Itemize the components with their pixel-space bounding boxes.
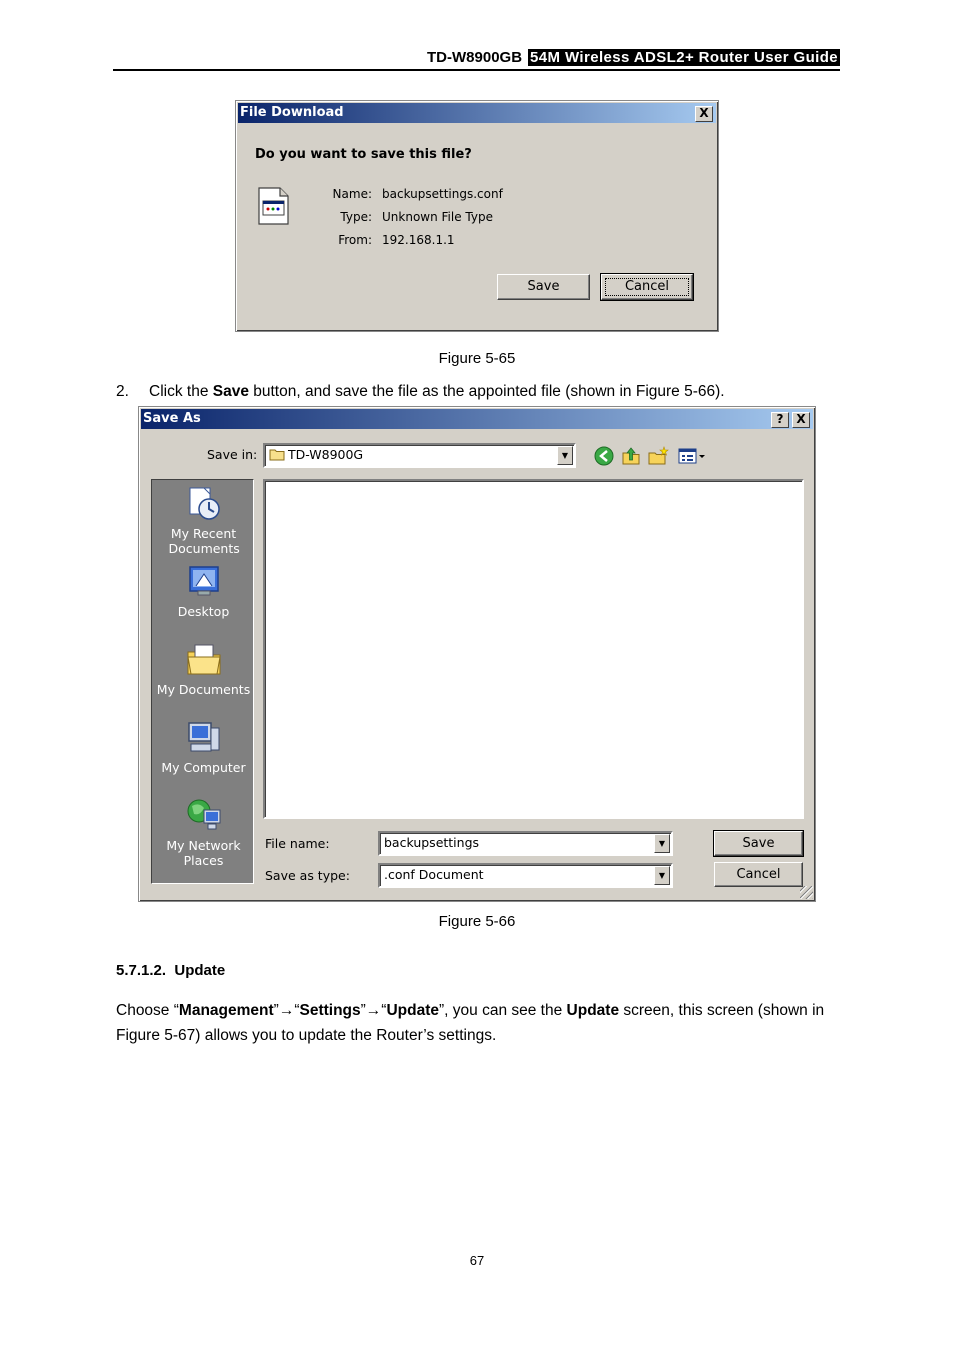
place-my-computer-label: My Computer [161,760,246,775]
chevron-down-icon[interactable]: ▼ [557,446,573,465]
file-name-input[interactable] [378,831,673,856]
my-computer-icon [184,718,224,758]
name-value: backupsettings.conf [382,187,503,201]
save-button[interactable] [714,831,803,856]
up-folder-icon[interactable] [620,445,642,467]
save-button-label: Save [742,836,775,851]
close-button[interactable] [695,106,713,122]
save-in-label: Save in: [207,447,258,462]
save-as-titlebar [141,409,813,429]
desktop-icon [184,562,224,602]
save-button-label: Save [527,279,560,294]
close-icon: X [796,412,806,426]
save-question: Do you want to save this file? [255,147,472,162]
update-description: Choose “Management”→“Settings”→“Update”, you can see the Update screen, this screen (shown in Figure 5-67) allows you to update the Router’s settings. [116,1002,825,1044]
name-label: Name: [332,187,372,201]
help-button[interactable] [771,412,789,428]
file-download-title: File Download [240,105,344,120]
save-in-dropdown[interactable] [263,443,576,468]
section-heading [116,962,225,979]
save-as-title: Save As [143,411,201,426]
from-value: 192.168.1.1 [382,233,455,247]
cancel-button[interactable] [601,274,693,300]
unknown-file-icon [258,187,289,225]
figure-caption-66: Figure 5-66 [438,913,516,930]
type-value: Unknown File Type [382,210,493,224]
step-2-number: 2. [116,383,129,400]
place-my-computer[interactable] [152,718,255,775]
resize-grip-icon[interactable] [800,886,813,899]
file-name-value: backupsettings [384,835,480,850]
save-type-dropdown[interactable] [378,863,673,888]
cancel-button-label: Cancel [624,279,670,294]
section-title: Update [174,962,226,979]
places-bar [151,479,254,884]
step-2-text: Click the Save button, and save the file as the appointed file (shown in Figure 5-66). [149,383,725,400]
save-type-label: Save as type: [265,868,350,883]
place-my-documents-label: My Documents [156,682,251,697]
header-guide-title: 54M Wireless ADSL2+ Router User Guide [530,49,838,66]
folder-icon [269,448,285,461]
file-list[interactable] [263,479,804,819]
place-network-label: My Network Places [166,838,241,868]
figure-caption-65: Figure 5-65 [438,350,516,367]
new-folder-icon[interactable] [647,445,669,467]
network-places-icon [184,796,224,836]
save-as-dialog [138,406,816,902]
page-number: 67 [469,1253,485,1268]
place-recent-label: My Recent Documents [168,526,240,556]
place-desktop-label: Desktop [177,604,230,619]
file-download-dialog [235,100,719,332]
close-icon: X [699,106,709,120]
help-icon: ? [776,412,784,426]
file-download-titlebar [238,103,716,123]
save-type-value: .conf Document [384,867,484,882]
cancel-button[interactable] [714,862,803,887]
save-in-value: TD-W8900G [288,447,364,462]
place-my-documents[interactable] [152,640,255,697]
file-name-label: File name: [265,836,330,851]
header-model: TD-W8900GB [427,49,523,66]
type-label: Type: [340,210,372,224]
place-network-places[interactable] [152,796,255,868]
page-header [113,49,840,71]
my-documents-icon [184,640,224,680]
back-icon[interactable] [593,445,615,467]
recent-documents-icon [184,484,224,524]
section-number: 5.7.1.2. [116,962,167,979]
chevron-down-icon[interactable]: ▼ [654,866,670,885]
save-button[interactable] [497,274,590,300]
place-desktop[interactable] [152,562,255,619]
cancel-button-label: Cancel [736,867,781,882]
from-label: From: [338,233,372,247]
view-menu-icon[interactable] [677,445,707,467]
chevron-down-icon[interactable]: ▼ [654,834,670,853]
close-button[interactable] [792,412,810,428]
place-recent-documents[interactable] [152,484,255,556]
